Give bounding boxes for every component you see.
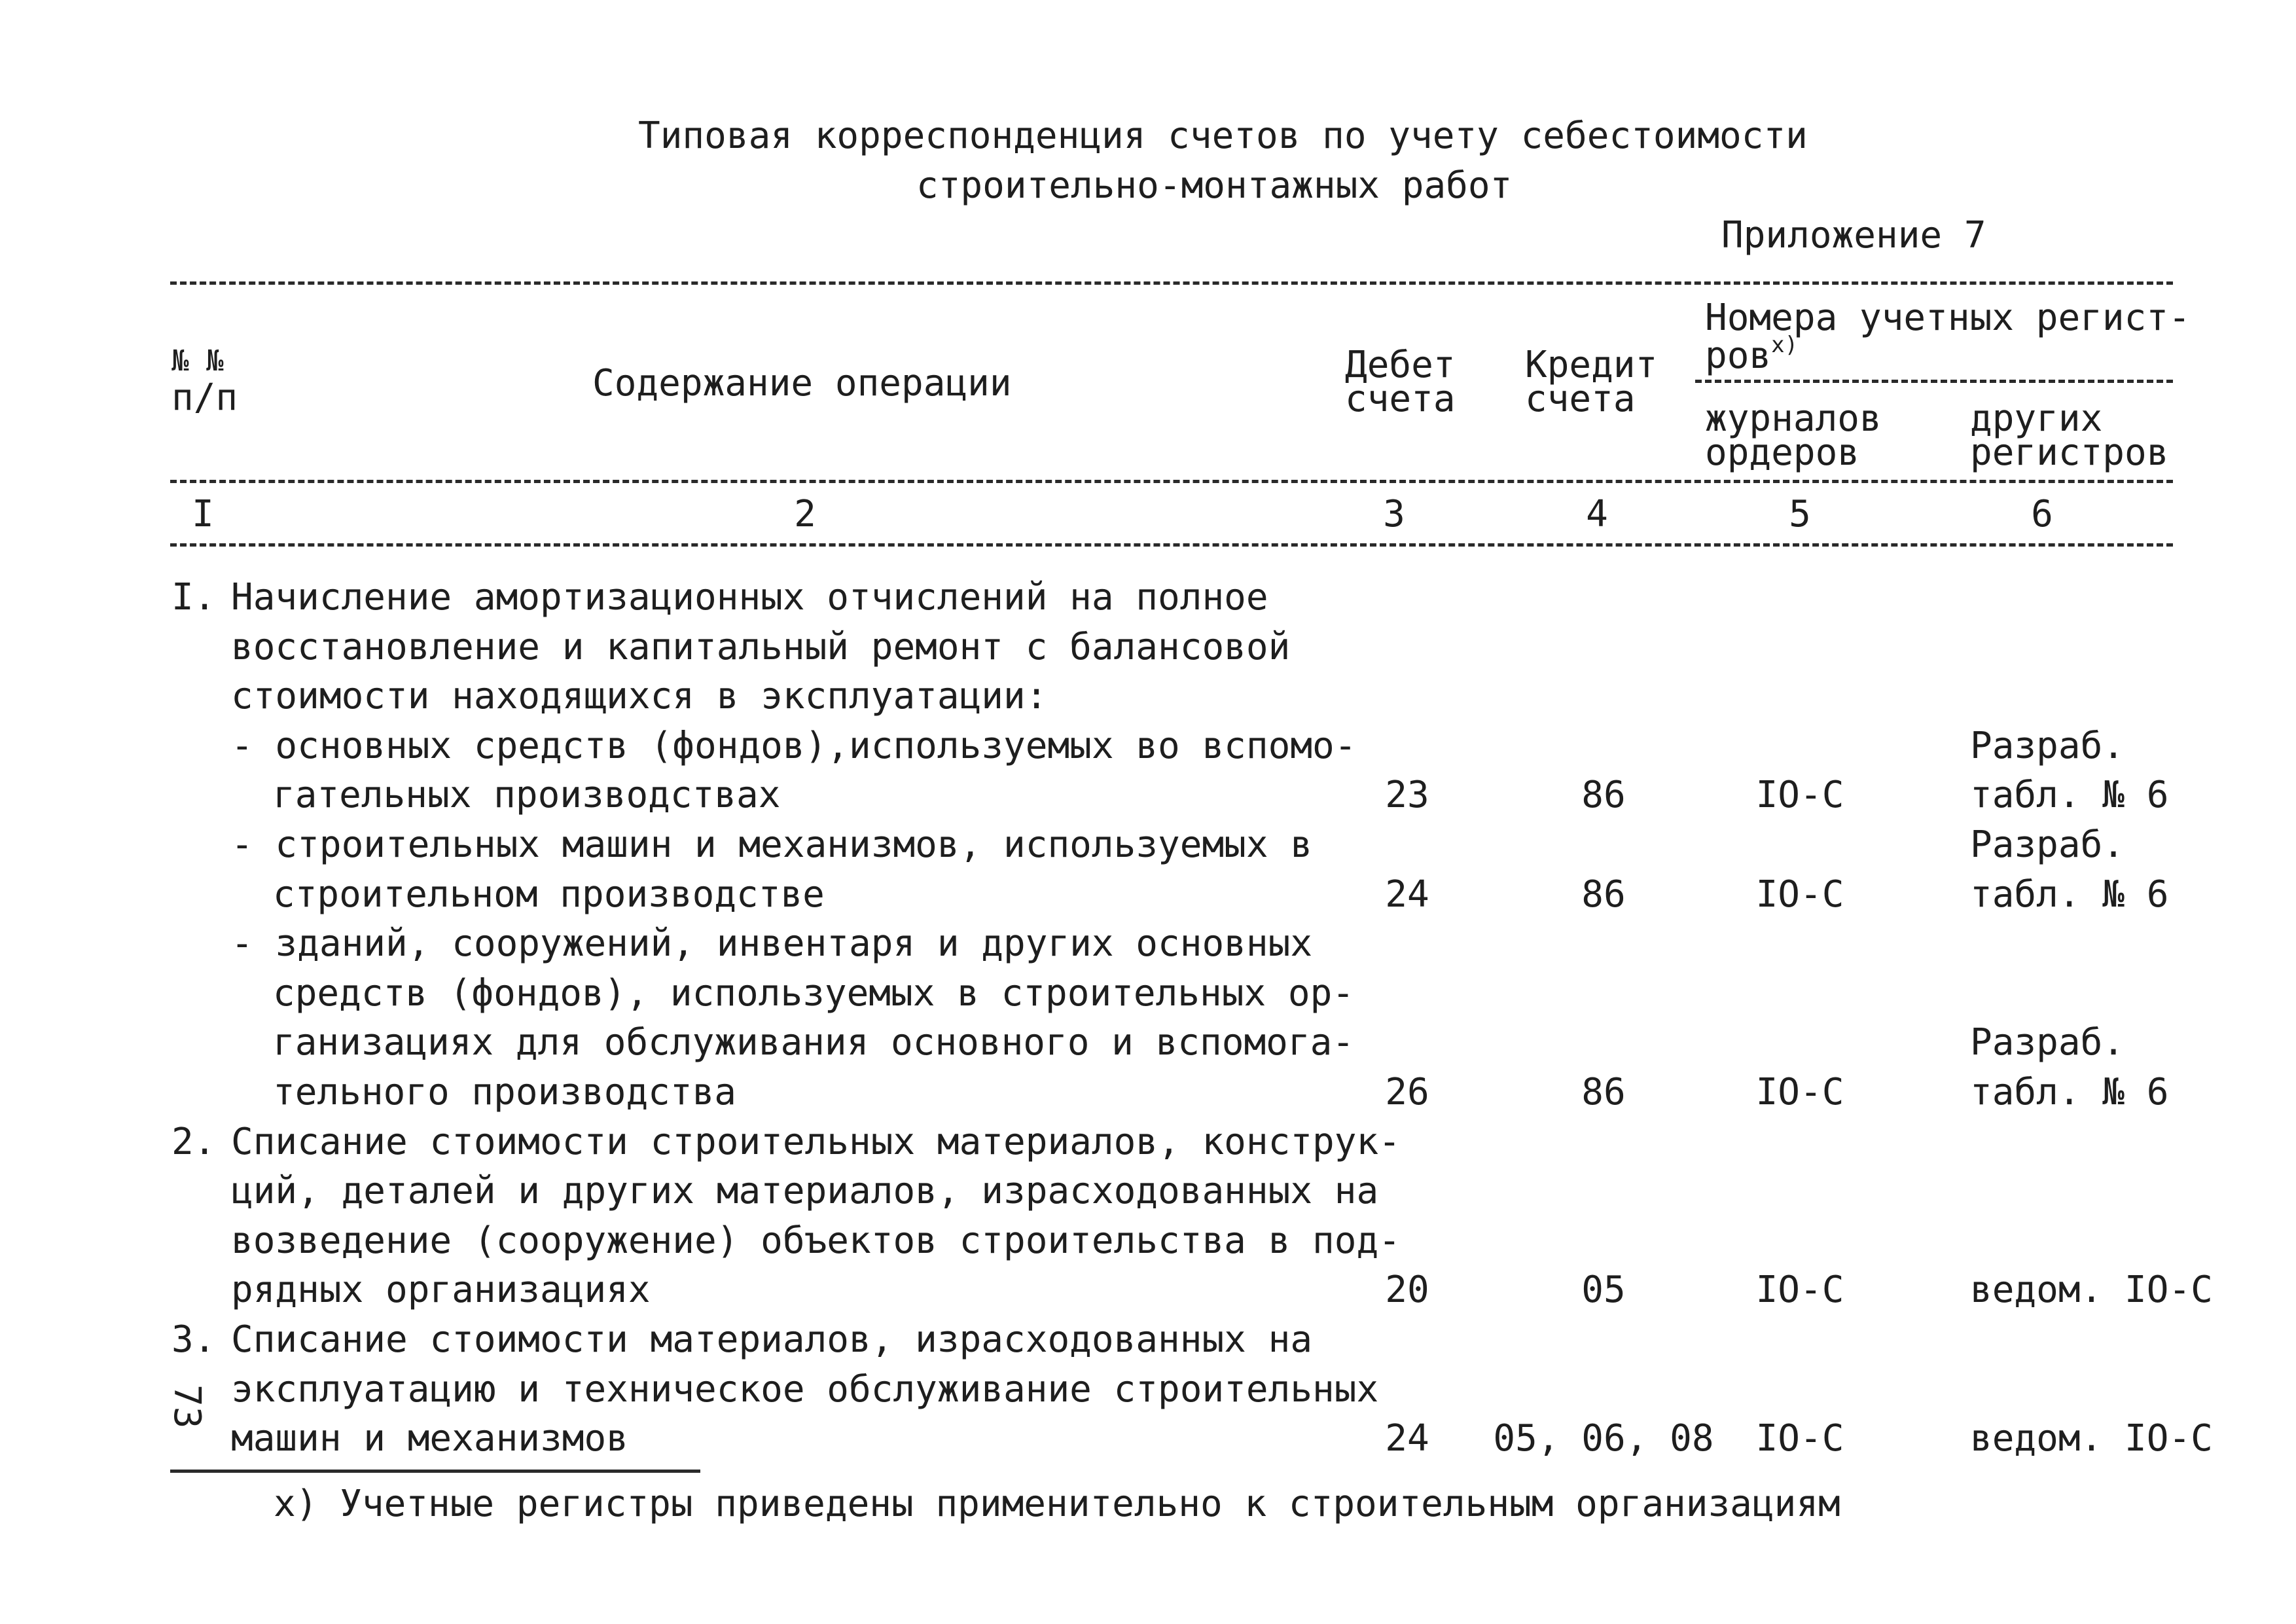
row-debit: 20 [1385, 1269, 1429, 1311]
row-text: стоимости находящихся в эксплуатации: [231, 675, 1048, 717]
colnum-3: 3 [1383, 493, 1405, 535]
row-text: восстановление и капитальный ремонт с балансовой [231, 626, 1291, 668]
header-top-rule [170, 281, 2173, 285]
row-debit: 24 [1385, 873, 1429, 916]
row-text: рядных организациях [231, 1269, 651, 1311]
footnote: х) Учетные регистры приведены применительно к строительным организациям [274, 1483, 1840, 1525]
row-number: 3. [171, 1318, 216, 1361]
row-text: ций, деталей и других материалов, израсходованных на [231, 1170, 1379, 1212]
row-journal: IO-C [1755, 1269, 1844, 1311]
row-journal: IO-C [1755, 1071, 1844, 1113]
row-journal: IO-C [1755, 873, 1844, 916]
registers-sub-rule [1695, 380, 2173, 383]
header-other-1: других [1970, 397, 2103, 440]
header-journals-1: журналов [1705, 397, 1882, 440]
row-other-register: Разраб. [1970, 823, 2125, 866]
page-number: 73 [166, 1384, 208, 1429]
row-text: возведение (сооружение) объектов строительства в под- [231, 1219, 1401, 1262]
header-credit-1: Кредит [1525, 344, 1658, 386]
row-text: тельного производства [273, 1071, 737, 1113]
row-text: - строительных машин и механизмов, используемых в [231, 823, 1313, 866]
header-registers-2-text: ров [1705, 334, 1772, 377]
header-num-2: п/п [171, 376, 238, 419]
header-content: Содержание операции [592, 362, 1012, 405]
row-number: 2. [171, 1121, 216, 1163]
row-debit: 23 [1385, 774, 1429, 816]
row-text: машин и механизмов [231, 1417, 628, 1460]
colnum-bottom-rule [170, 543, 2173, 547]
row-journal: IO-C [1755, 774, 1844, 816]
row-text: гательных производствах [273, 774, 781, 816]
row-other-register: Разраб. [1970, 725, 2125, 767]
row-credit: 05 [1581, 1269, 1626, 1311]
colnum-6: 6 [2031, 493, 2053, 535]
row-other-register: табл. № 6 [1970, 774, 2169, 816]
row-other-register: ведом. IO-C [1970, 1269, 2213, 1311]
header-other-2: регистров [1970, 431, 2169, 474]
row-text: Начисление амортизационных отчислений на полное [231, 576, 1268, 619]
colnum-4: 4 [1586, 493, 1608, 535]
row-number: I. [171, 576, 216, 619]
doc-title-line1: Типовая корреспонденция счетов по учету себестоимости [638, 115, 1808, 157]
row-text: - зданий, сооружений, инвентаря и других основных [231, 922, 1313, 965]
header-num-1: № № [171, 344, 224, 378]
row-debit: 24 [1385, 1417, 1429, 1460]
footnote-rule [170, 1470, 700, 1473]
row-text: ганизациях для обслуживания основного и вспомога- [273, 1021, 1355, 1064]
appendix-label: Приложение 7 [1721, 214, 1986, 257]
row-other-register: табл. № 6 [1970, 1071, 2169, 1113]
header-bottom-rule [170, 480, 2173, 483]
row-credit: 05, 06, 08 [1493, 1417, 1714, 1460]
header-credit-2: счета [1525, 378, 1636, 420]
row-debit: 26 [1385, 1071, 1429, 1113]
row-text: строительном производстве [273, 873, 825, 916]
header-debit-2: счета [1345, 378, 1456, 420]
row-other-register: Разраб. [1970, 1021, 2125, 1064]
row-credit: 86 [1581, 873, 1626, 916]
row-other-register: ведом. IO-C [1970, 1417, 2213, 1460]
row-journal: IO-C [1755, 1417, 1844, 1460]
colnum-2: 2 [794, 493, 816, 535]
colnum-1: I [192, 493, 214, 535]
row-other-register: табл. № 6 [1970, 873, 2169, 916]
row-text: средств (фондов), используемых в строительных ор- [273, 972, 1355, 1015]
header-registers-1: Номера учетных регист- [1705, 297, 2191, 339]
row-credit: 86 [1581, 774, 1626, 816]
header-registers-2 [1705, 332, 1799, 377]
colnum-5: 5 [1789, 493, 1811, 535]
row-text: Списание стоимости строительных материалов, конструк- [231, 1121, 1401, 1163]
row-text: - основных средств (фондов),используемых во вспомо- [231, 725, 1357, 767]
row-text: Списание стоимости материалов, израсходованных на [231, 1318, 1313, 1361]
row-text: эксплуатацию и техническое обслуживание строительных [231, 1368, 1379, 1411]
doc-title-line2: строительно-монтажных работ [916, 164, 1513, 207]
header-registers-sup: х) [1771, 332, 1799, 358]
header-journals-2: ордеров [1705, 431, 1860, 474]
header-debit-1: Дебет [1345, 344, 1456, 386]
row-credit: 86 [1581, 1071, 1626, 1113]
